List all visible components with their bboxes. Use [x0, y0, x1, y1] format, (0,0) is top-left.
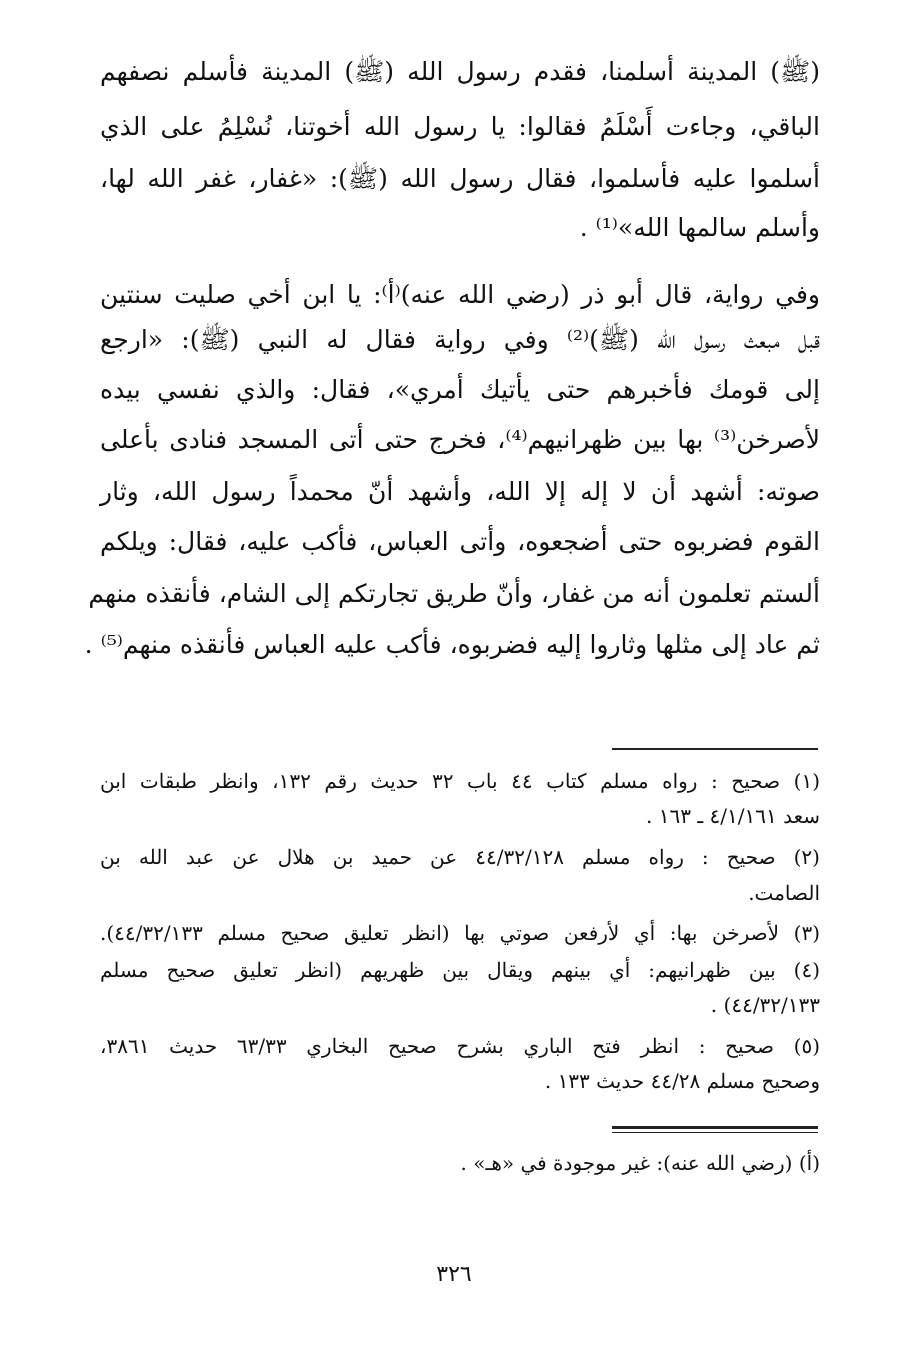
- body-line: القوم فضربوه حتى أضجعوه، وأتى العباس، فأكب عليه، فقال: ويلكم: [100, 527, 820, 556]
- body-line: إلى قومك فأخبرهم حتى يأتيك أمري»، فقال: والذي نفسي بيده: [100, 375, 820, 404]
- footnote-line: (٤) بين ظهرانيهم: أي بينهم ويقال بين ظهريهم (انظر تعليق صحيح مسلم: [100, 958, 820, 982]
- footnote-line: الصامت.: [748, 881, 820, 905]
- footnote-line: (١) صحيح : رواه مسلم كتاب ٤٤ باب ٣٢ حديث رقم ١٣٢، وانظر طبقات ابن: [100, 769, 821, 793]
- body-line: قبل مبعث رسول الله (ﷺ)⁽²⁾ وفي رواية فقال له النبي (ﷺ): «ارجع: [100, 325, 821, 354]
- body-line: (ﷺ) المدينة أسلمنا، فقدم رسول الله (ﷺ) المدينة فأسلم نصفهم: [100, 57, 820, 86]
- body-line: وفي رواية، قال أبو ذر (رضي الله عنه)⁽أ⁾: يا ابن أخي صليت سنتين: [100, 280, 820, 309]
- footnote-line: (٣) لأصرخن بها: أي لأرفعن صوتي بها (انظر تعليق صحيح مسلم ٤٤/٣٢/١٣٣).: [100, 921, 820, 945]
- footnote-line: (٢) صحيح : رواه مسلم ٤٤/٣٢/١٢٨ عن حميد بن هلال عن عبد الله بن: [100, 845, 820, 869]
- footnote-line: سعد ٤/١/١٦١ ـ ١٦٣ .: [646, 804, 820, 828]
- editor-note-separator: [612, 1126, 818, 1129]
- body-line: ألستم تعلمون أنه من غفار، وأنّ طريق تجارتكم إلى الشام، فأنقذه منهم: [88, 579, 820, 608]
- body-line: لأصرخن⁽³⁾ بها بين ظهرانيهم⁽⁴⁾، فخرج حتى أتى المسجد فنادى بأعلى: [100, 425, 821, 454]
- body-line: صوته: أشهد أن لا إله إلا الله، وأشهد أنّ محمداً رسول الله، وثار: [100, 477, 820, 506]
- footnote-line: ٤٤/٣٢/١٣٣) .: [710, 993, 820, 1017]
- footnote-line: وصحيح مسلم ٤٤/٢٨ حديث ١٣٣ .: [544, 1069, 820, 1093]
- body-line: أسلموا عليه فأسلموا، فقال رسول الله (ﷺ): «غفار، غفر الله لها،: [100, 164, 820, 193]
- body-line: الباقي، وجاءت أَسْلَمُ فقالوا: يا رسول الله أخوتنا، نُسْلِمُ على الذي: [100, 112, 820, 141]
- editor-note-line: (أ) (رضي الله عنه): غير موجودة في «هـ» .: [460, 1151, 820, 1175]
- body-line: وأسلم سالمها الله»⁽¹⁾ .: [579, 213, 820, 242]
- editor-note-separator: [612, 1132, 818, 1133]
- page-number: ٣٢٦: [436, 1262, 472, 1287]
- footnote-line: (٥) صحيح : انظر فتح الباري بشرح صحيح البخاري ٦٣/٣٣ حديث ٣٨٦١،: [100, 1034, 821, 1058]
- body-line: ثم عاد إلى مثلها وثاروا إليه فضربوه، فأكب عليه العباس فأنقذه منهم⁽⁵⁾ .: [84, 630, 820, 659]
- footnote-separator: [612, 748, 818, 750]
